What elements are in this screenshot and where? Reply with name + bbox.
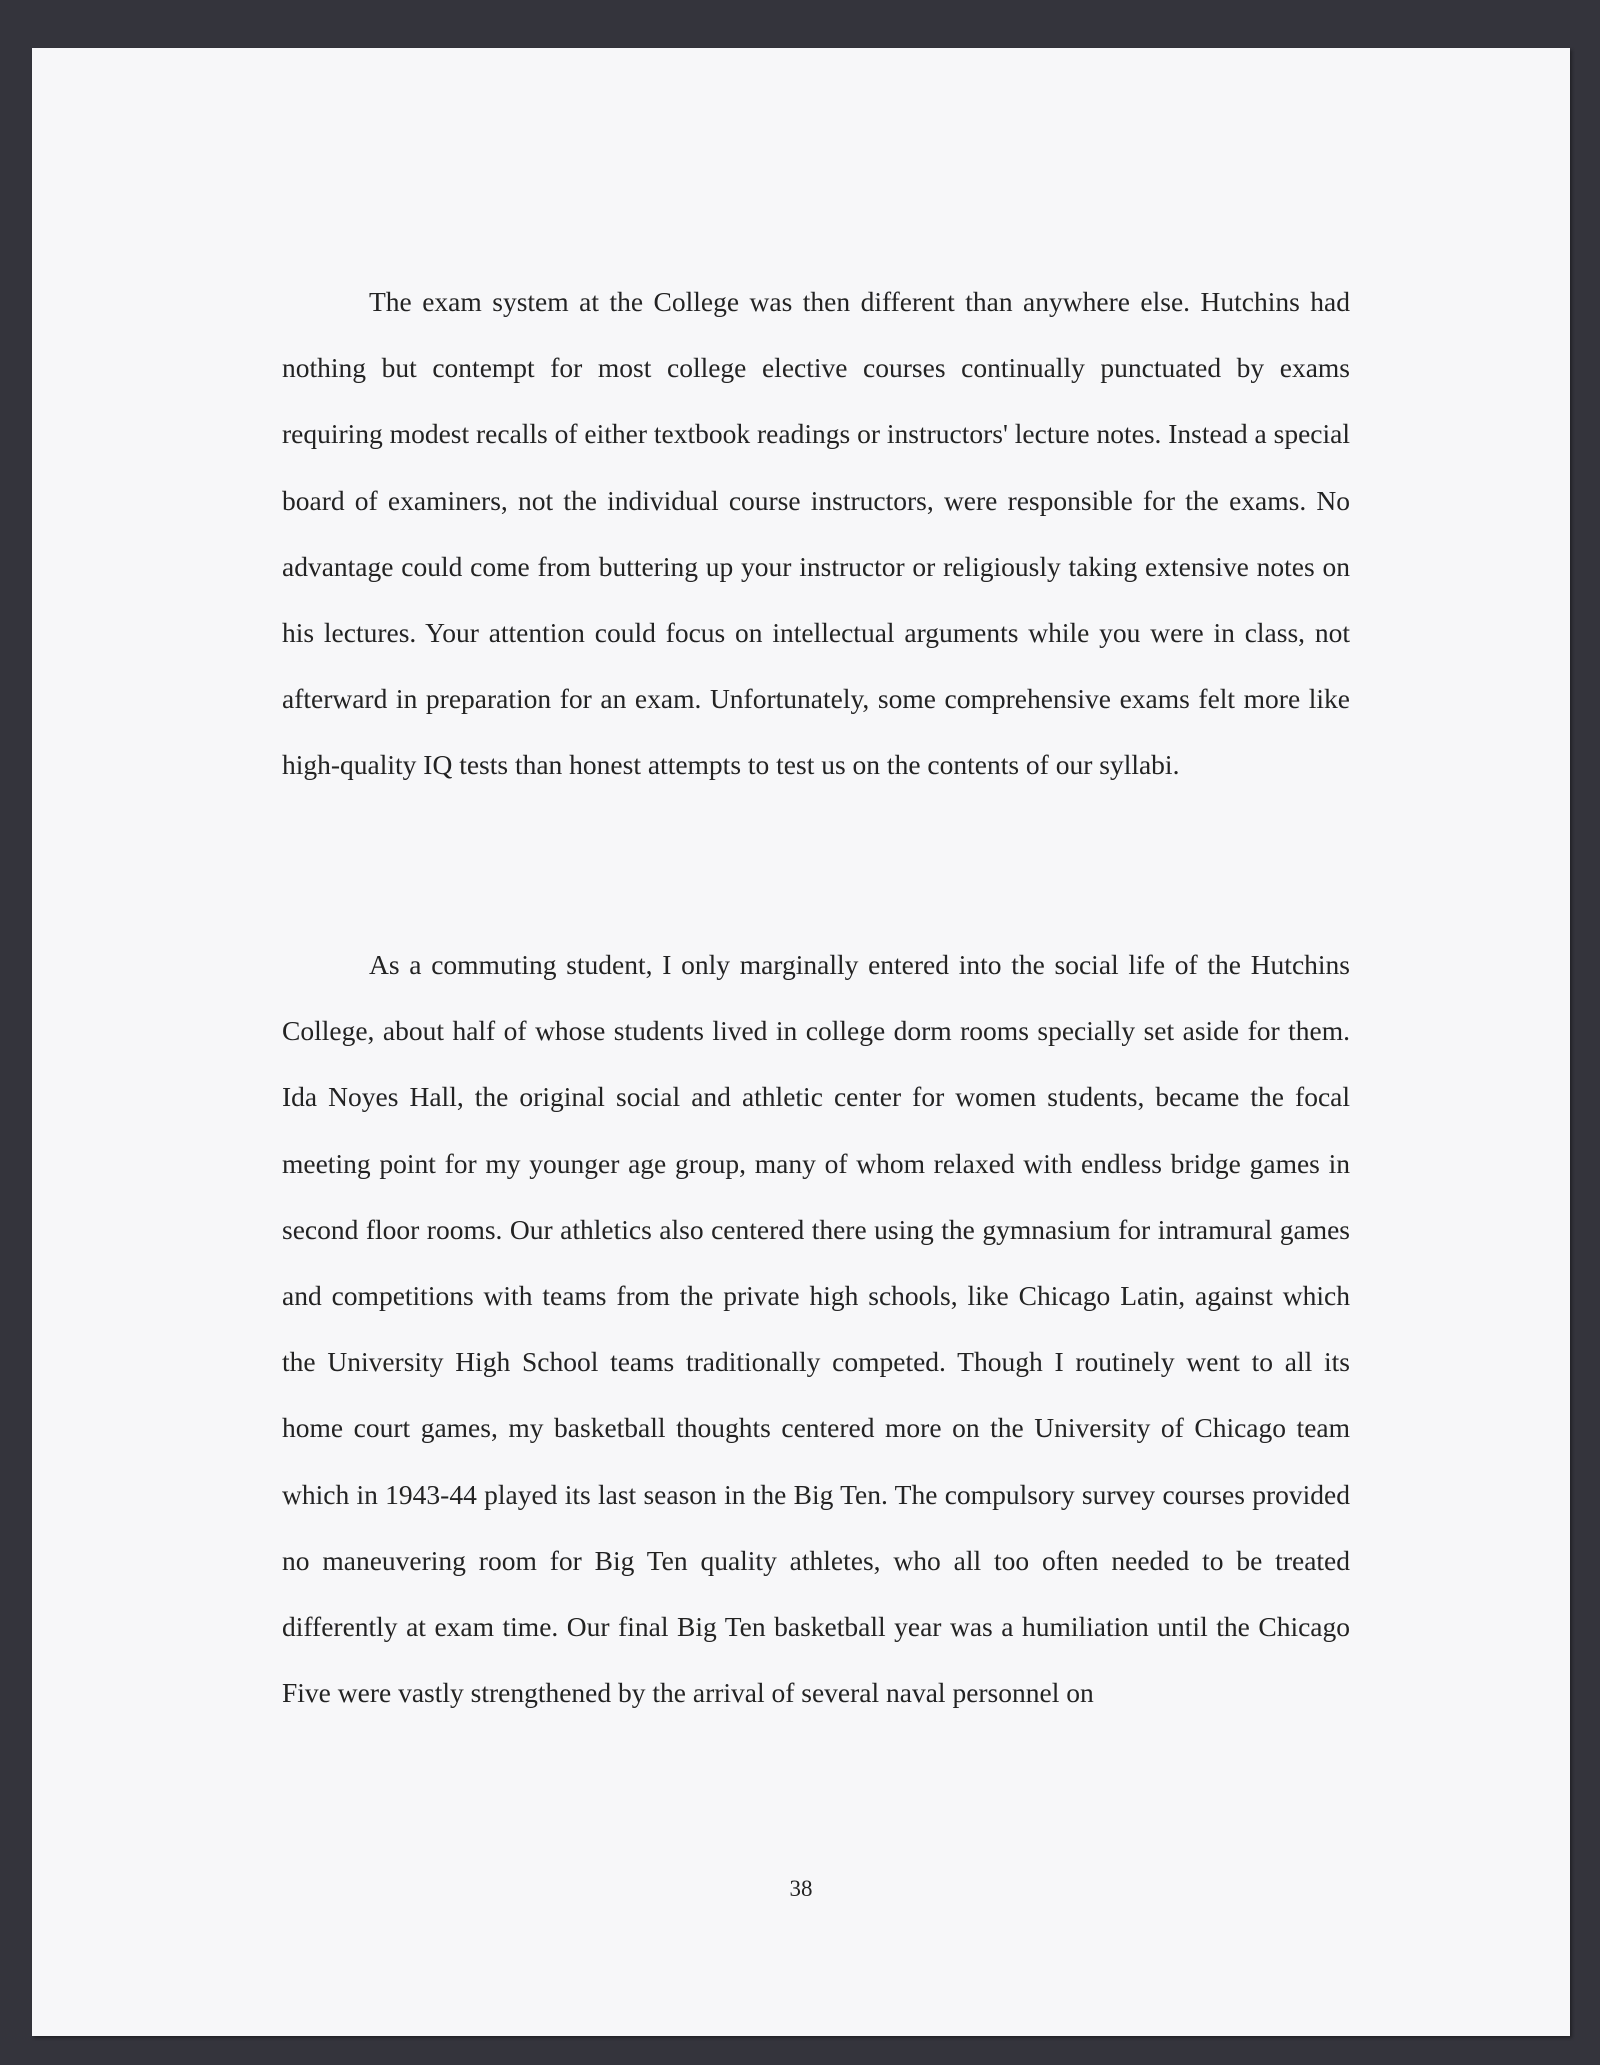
- paragraph-block-1: [282, 269, 1350, 799]
- document-page: [32, 48, 1570, 2036]
- paragraph-social-life: As a commuting student, I only marginally entered into the social life of the Hutchins College, about half of whose students lived in college dorm rooms specially set aside for them. Ida Noyes Hall, the original social and athletic center for women students, became the focal meeting point for my younger age group, many of whom relaxed with endless bridge games in second floor rooms. Our athletics also centered there using the gymnasium for intramural games and competitions with teams from the private high schools, like Chicago Latin, against which the University High School teams traditionally competed. Though I routinely went to all its home court games, my basketball thoughts centered more on the University of Chicago team which in 1943-44 played its last season in the Big Ten. The compulsory survey courses provided no maneuvering room for Big Ten quality athletes, who all too often needed to be treated differently at exam time. Our final Big Ten basketball year was a humiliation until the Chicago Five were vastly strengthened by the arrival of several naval personnel on: [282, 949, 1350, 1709]
- paragraph-block-2: [282, 932, 1350, 1726]
- paragraph-exam-system: The exam system at the College was then different than anywhere else. Hutchins had nothing but contempt for most college elective courses continually punctuated by exams requiring modest recalls of either textbook readings or instructors' lecture notes. Instead a special board of examiners, not the individual course instructors, were responsible for the exams. No advantage could come from buttering up your instructor or religiously taking extensive notes on his lectures. Your attention could focus on intellectual arguments while you were in class, not afterward in preparation for an exam. Unfortunately, some comprehensive exams felt more like high-quality IQ tests than honest attempts to test us on the contents of our syllabi.: [282, 286, 1350, 781]
- page-number: 38: [789, 1876, 813, 1901]
